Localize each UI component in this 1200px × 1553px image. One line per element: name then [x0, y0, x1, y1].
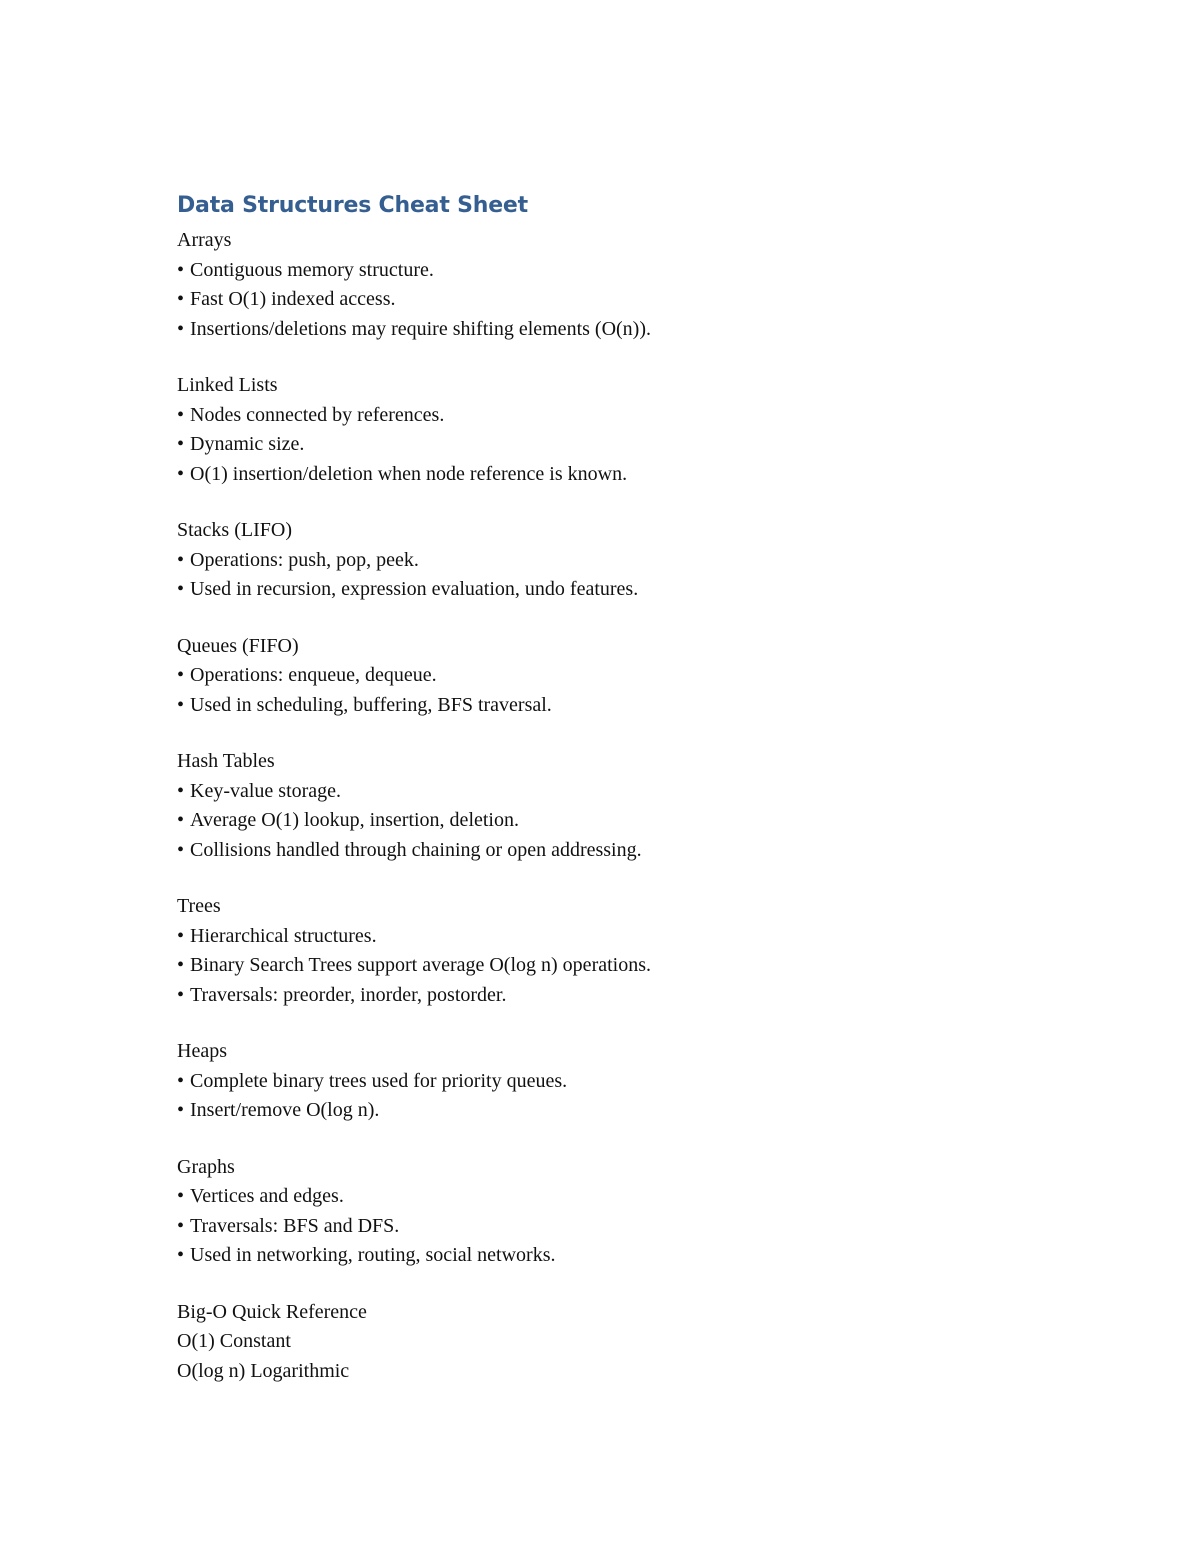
- bullet-item: [177, 922, 1077, 952]
- bullet-text: Used in scheduling, buffering, BFS traversal.: [190, 693, 552, 716]
- document-page: [177, 190, 1077, 1413]
- bullet-item: [177, 546, 1077, 576]
- bullet-icon: •: [177, 693, 185, 716]
- bullet-item: [177, 575, 1077, 605]
- bullet-icon: •: [177, 1099, 185, 1121]
- bullet-item: [177, 315, 1077, 345]
- section-heading: Trees: [177, 895, 221, 917]
- section: [177, 632, 1077, 721]
- section: [177, 516, 1077, 605]
- section-heading: Queues (FIFO): [177, 634, 299, 657]
- bullet-item: [177, 256, 1077, 286]
- bullet-item: [177, 806, 1077, 836]
- bullet-icon: •: [177, 317, 185, 340]
- bullet-icon: •: [177, 924, 185, 947]
- section-heading: Graphs: [177, 1155, 235, 1178]
- bullet-text: Used in recursion, expression evaluation, undo features.: [190, 578, 639, 600]
- bullet-text: Dynamic size.: [190, 433, 305, 455]
- bullet-icon: •: [177, 1244, 185, 1266]
- bullet-icon: •: [177, 288, 185, 310]
- big-o-section: [177, 1298, 1077, 1387]
- big-o-entry: O(log n) Logarithmic: [177, 1359, 350, 1382]
- bullet-text: Used in networking, routing, social networks.: [190, 1244, 556, 1266]
- section-heading: Hash Tables: [177, 750, 275, 772]
- section: [177, 371, 1077, 489]
- bullet-text: Operations: enqueue, dequeue.: [190, 664, 437, 686]
- bullet-icon: •: [177, 403, 185, 426]
- bullet-item: [177, 1067, 1077, 1097]
- big-o-entry: O(1) Constant: [177, 1330, 291, 1352]
- bullet-item: [177, 981, 1077, 1011]
- bullet-text: Complete binary trees used for priority queues.: [190, 1069, 568, 1092]
- bullet-item: [177, 1241, 1077, 1271]
- bullet-item: [177, 951, 1077, 981]
- section: [177, 892, 1077, 1010]
- bullet-text: Insert/remove O(log n).: [190, 1099, 380, 1121]
- section: [177, 1153, 1077, 1271]
- section-heading: Linked Lists: [177, 374, 278, 396]
- bullet-text: Operations: push, pop, peek.: [190, 548, 419, 571]
- bullet-icon: •: [177, 779, 185, 802]
- bullet-item: [177, 460, 1077, 490]
- bullet-item: [177, 691, 1077, 721]
- bullet-icon: •: [177, 838, 185, 861]
- sections-container: [177, 226, 1077, 1271]
- bullet-icon: •: [177, 954, 185, 976]
- bullet-item: [177, 285, 1077, 315]
- bullet-text: Binary Search Trees support average O(log n) operations.: [190, 954, 651, 976]
- bullet-icon: •: [177, 1185, 185, 1207]
- document-title: Data Structures Cheat Sheet: [177, 193, 528, 218]
- bullet-text: Nodes connected by references.: [190, 403, 445, 426]
- section-heading: Stacks (LIFO): [177, 519, 292, 541]
- section: [177, 1037, 1077, 1126]
- bullet-item: [177, 661, 1077, 691]
- bullet-icon: •: [177, 1214, 185, 1237]
- bullet-item: [177, 1096, 1077, 1126]
- section-heading: Arrays: [177, 229, 232, 251]
- bullet-icon: •: [177, 578, 185, 600]
- section: [177, 226, 1077, 344]
- bullet-text: Collisions handled through chaining or open addressing.: [190, 838, 642, 861]
- bullet-item: [177, 1212, 1077, 1242]
- bullet-icon: •: [177, 809, 185, 831]
- bullet-icon: •: [177, 1069, 185, 1092]
- bullet-text: Traversals: preorder, inorder, postorder.: [190, 983, 507, 1006]
- bullet-item: [177, 401, 1077, 431]
- section: [177, 747, 1077, 865]
- bullet-text: O(1) insertion/deletion when node reference is known.: [190, 462, 628, 485]
- section-heading: Heaps: [177, 1040, 227, 1062]
- bullet-icon: •: [177, 548, 185, 571]
- bullet-text: Fast O(1) indexed access.: [190, 288, 396, 310]
- bullet-item: [177, 836, 1077, 866]
- bullet-icon: •: [177, 462, 185, 485]
- bullet-text: Contiguous memory structure.: [190, 258, 434, 281]
- bullet-text: Insertions/deletions may require shifting elements (O(n)).: [190, 317, 651, 340]
- big-o-heading: Big-O Quick Reference: [177, 1300, 367, 1323]
- bullet-icon: •: [177, 664, 185, 686]
- bullet-text: Average O(1) lookup, insertion, deletion.: [190, 809, 519, 831]
- bullet-icon: •: [177, 258, 185, 281]
- bullet-text: Traversals: BFS and DFS.: [190, 1214, 400, 1237]
- bullet-item: [177, 430, 1077, 460]
- bullet-icon: •: [177, 433, 185, 455]
- bullet-text: Vertices and edges.: [190, 1185, 344, 1207]
- bullet-item: [177, 777, 1077, 807]
- bullet-text: Key-value storage.: [190, 779, 342, 802]
- bullet-item: [177, 1182, 1077, 1212]
- bullet-icon: •: [177, 983, 185, 1006]
- bullet-text: Hierarchical structures.: [190, 924, 377, 947]
